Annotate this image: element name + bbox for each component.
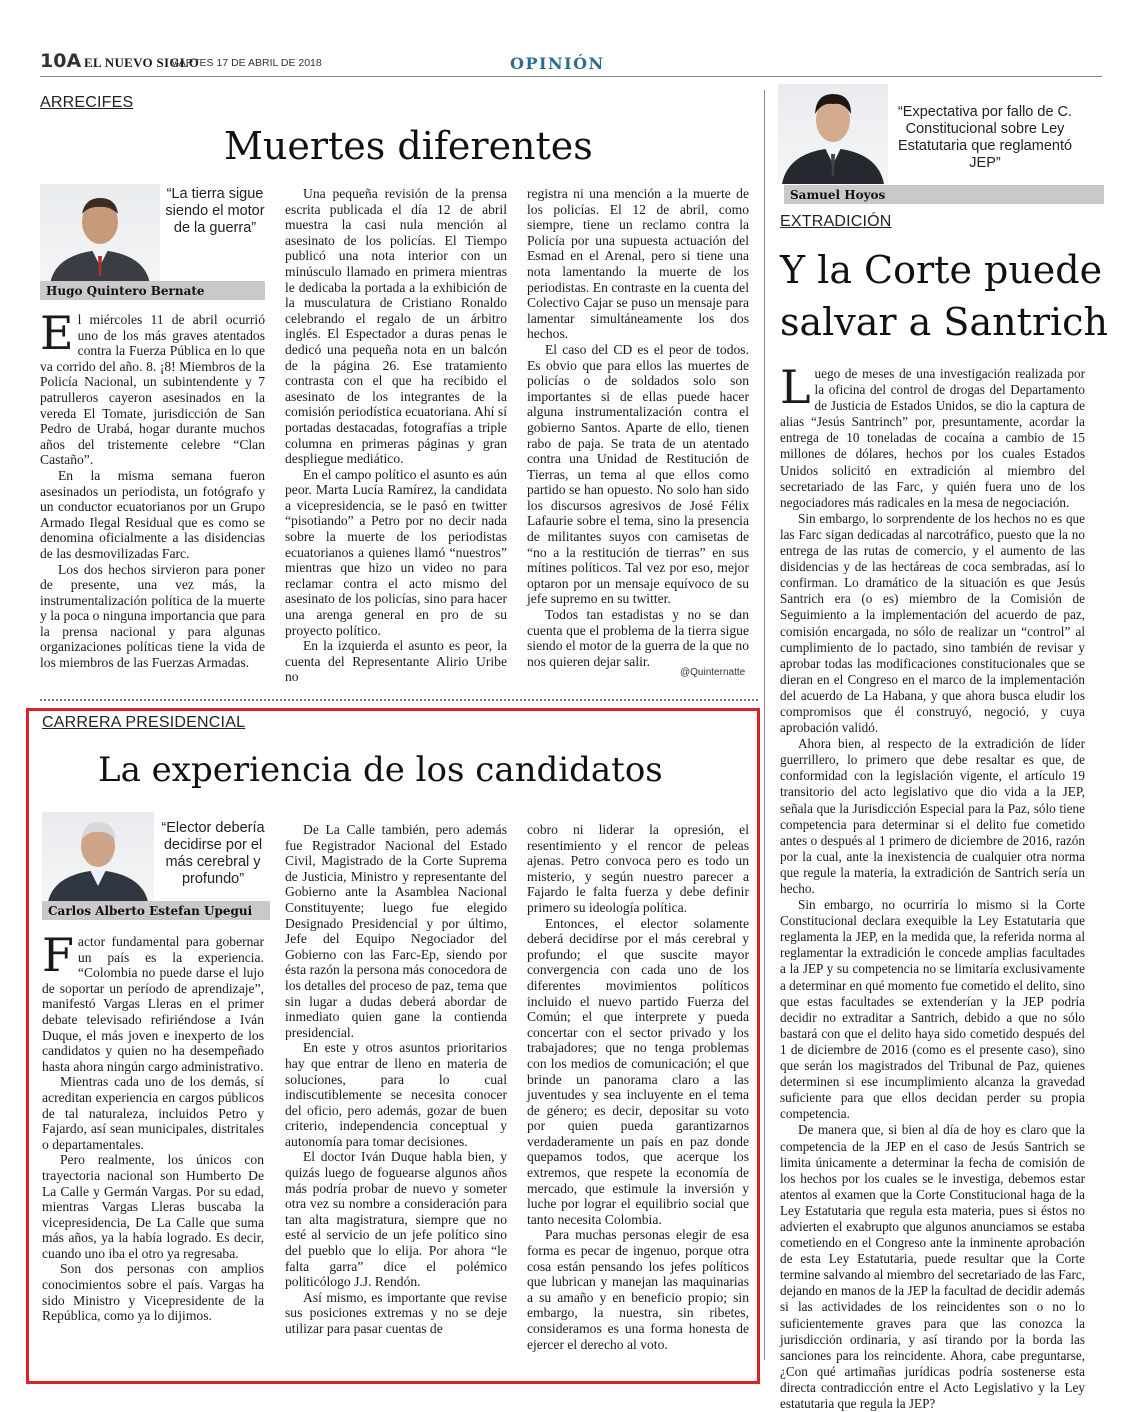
- article2-column-1: [42, 928, 264, 1324]
- article1-kicker: ARRECIFES: [40, 94, 134, 111]
- article2-col3-p1: cobro ni liderar la opresión, el resentimiento y el rencor de peleas ajenas. Petro convoca pero es todo un misterio, y según nuestro parecer a Fajardo le falta fuerza y debe definir primero su ideología política.: [527, 822, 749, 915]
- newspaper-name: EL NUEVO SIGLO: [84, 55, 200, 70]
- article2-headline: La experiencia de los candidatos: [98, 750, 663, 790]
- drop-cap: L: [780, 360, 811, 414]
- article1-col2-p3: En la izquierda el asunto es peor, la cuenta del Representante Alirio Uribe no: [285, 638, 507, 685]
- article2-column-2: [285, 822, 507, 1337]
- article3-p4: Sin embargo, no ocurriría lo mismo si la Corte Constitucional declara exequible la Ley Estatutaria que reglamenta la JEP, en la medida que, la referida norma al reglamentar la extradición le concede amplias facultades a la JEP y su competencia no se limitaría exclusivamente a determinar en qué momento fue cometido el delito, sino que estas facultades se extenderían y la JEP podría decidir no extraditar a Santrich, debido a que no sólo bastará con que el delito haya sido cometido después del 1 de diciembre de 2016 (como es el presente caso), sino que serán los magistrados del Tribunal de Paz, quienes determinen si ese incumplimiento alcanza la gravedad suficiente para que ellos decidan perder su propia competencia.: [780, 897, 1085, 1122]
- issue-date: MARTES 17 DE ABRIL DE 2018: [170, 57, 322, 69]
- article1-col1-p2: En la misma semana fueron asesinados un periodista, un fotógrafo y un conductor ecuatorianos por un Grupo Armado Ilegal Residual que es como se denomina oficialmente a las disidencias de las desmovilizadas Farc.: [40, 467, 265, 561]
- article2-col1-p2: Mientras cada uno de los demás, sí acreditan experiencia en cargos públicos de tal naturaleza, incluidos Petro y Fajardo, así sean municipales, distritales o departamentales.: [42, 1074, 264, 1152]
- article2-col2-p4: Así mismo, es importante que revise sus posiciones extremas y no se deje utilizar para pasar cuentas de: [285, 1289, 507, 1336]
- article2-col3-p3: Para muchas personas elegir de esa forma es pecar de ingenuo, porque otra cosa están pensando los jefes políticos que lubrican y manejan las maquinarias a su amaño y en beneficio propio; sin embargo, la nuestra, sin ribetes, consideramos es una forma honesta de ejercer el derecho al voto.: [527, 1227, 749, 1352]
- article1-col3-p1: registra ni una mención a la muerte de los policías. El 12 de abril, como siempre, tiene un reclamo contra la Policía por una supuesta actuación del Esmad en el Arenal, pero si tiene una nota lamentando la muerte de los periodistas. En contraste en la cuenta del Colectivo Cajar se puso un mensaje para lamentar simultáneamente los dos hechos.: [527, 186, 749, 342]
- article2-col3-p2: Entonces, el elector solamente deberá decidirse por el más cerebral y profundo; el que suscite mayor convergencia con cada uno de los diferentes movimientos políticos incluido el nuevo partido Fuerza del Común; el que interprete y pueda concertar con el sector privado y los trabajadores; que no tenga problemas con los medios de comunicación; el que brinde un panorama claro a las juventudes y sea incluyente en el tema de género; es decir, depositar su voto por quien pueda garantizarnos verdaderamente un país en paz donde quepamos todos, que acerque los extremos, que respete la economía de mercado, que estimule la inversión y luche por lograr el equilibrio social que tanto necesita Colombia.: [527, 915, 749, 1227]
- section-title: OPINIÓN: [510, 54, 605, 73]
- article3-p2: Sin embargo, lo sorprendente de los hechos no es que las Farc sigan dedicadas al narcotráfico, puesto que la no entrega de las rutas de comercio, y el aumento de las disidencias y de las hectáreas de coca sembradas, así lo confirman. Lo dramático de la situación es que Jesús Santrich era (o es) miembro de la Comisión de Seguimiento a la implementación del acuerdo de paz, comisión encargada, no sólo de realizar un “control” al cumplimiento de lo pactado, sino también de revisar y aprobar todas las modificaciones constitucionales que se dieran en el Congreso en el marco de la implementación del acuerdo de La Habana, y que ahora busca eludir los compromisos que él construyó, negoció, y cuya aprobación validó.: [780, 510, 1085, 736]
- article2-pull-quote: “Elector debería decidirse por el más cerebral y profundo”: [161, 820, 265, 887]
- header-rule: [40, 76, 1102, 77]
- article3-pull-quote: “Expectativa por fallo de C. Constitucional sobre Ley Estatutaria que reglamentó JEP”: [897, 104, 1073, 171]
- article2-col2-p3: El doctor Iván Duque habla bien, y quizás luego de foguearse algunos años más podría probar de nuevo y someter otra vez su nombre a consideración para tan alta magistratura, siempre que no esté al servicio de un jefe político sino del pueblo que lo elija. Por ahora “le falta garra” dice el polémico politicólogo J.J. Rendón.: [285, 1149, 507, 1290]
- drop-cap: F: [42, 928, 74, 982]
- article1-col2-p1: Una pequeña revisión de la prensa escrita publicada el día 12 de abril muestra la casi nula mención al asesinato de los policías. El Tiempo publicó una nota interior con un minúsculo llamado en primera mientras le dedicaba la portada a la exhibición de la musculatura de Cristiano Ronaldo celebrando el regalo de un árbitro inglés. El Espectador a duras penas le dedicó una pequeña nota en un balcón de la página 26. Ese tratamiento contrasta con el que ha recibido el asesinato de los integrantes de la comisión periodística ecuatoriana. Ahí sí portadas destacadas, fotografías a triple columna en primeras páginas y gran despliegue mediático.: [285, 186, 507, 467]
- page-number: 10A: [40, 50, 82, 72]
- article1-pull-quote: “La tierra sigue siendo el motor de la guerra”: [165, 186, 265, 236]
- article1-headline: Muertes diferentes: [224, 124, 593, 168]
- article2-col1-p4: Son dos personas con amplios conocimientos sobre el país. Vargas ha sido Ministro y Vicepresidente de la República, como ya lo dijimos.: [42, 1261, 264, 1324]
- article1-col3-p3: Todos tan estadistas y no se dan cuenta que el problema de la tierra sigue siendo el motor de la guerra de la que no nos quieren dejar salir.: [527, 607, 749, 669]
- article2-kicker: CARRERA PRESIDENCIAL: [42, 714, 246, 731]
- column-divider: [764, 90, 765, 1360]
- article3-byline: Samuel Hoyos: [784, 185, 1104, 204]
- author-photo-estefan: [42, 812, 154, 902]
- article1-signoff: @Quinternatte: [680, 667, 746, 678]
- article2-col2-p1: De La Calle también, pero además fue Registrador Nacional del Estado Civil, Magistrado de la Corte Suprema de Justicia, Ministro y representante del Gobierno ante la Asamblea Nacional Constituyente; luego fue elegido Designado Presidencial y por último, Jefe del Equipo Negociador del Gobierno con las Farc-Ep, siendo por ésta razón la persona más conocedora de los detalles del proceso de paz, tema que sin lugar a dudas deberá abordar de inmediato quien gane la contienda presidencial.: [285, 822, 507, 1040]
- article1-col3-p2: El caso del CD es el peor de todos. Es obvio que para ellos las muertes de policías o de soldados solo son importantes si de ellas puede hacer alguna instrumentalización contra el gobierno Santos. Aparte de ello, tienen rabo de paja. Se trata de un atentado contra una Unidad de Restitución de Tierras, un tema al que ellos como partido se han opuesto. No solo han sido los discursos agresivos de José Félix Lafaurie sobre el tema, sino la presencia de militantes suyos con camisetas de “no a la restitución de tierras” en sus mítines políticos. Tal vez por eso, mejor optaron por un mensaje equívoco de su jefe supremo en su twitter.: [527, 341, 749, 607]
- article2-col1-p3: Pero realmente, los únicos con trayectoria nacional son Humberto De La Calle y Germán Vargas. Por su edad, mientras Vargas Lleras buscaba la vicepresidencia, De La Calle que suma más años, ya la había logrado. Es decir, cuando uno iba el otro ya regresaba.: [42, 1152, 264, 1261]
- article1-column-1: [40, 306, 265, 671]
- article3-kicker: EXTRADICIÓN: [780, 213, 892, 230]
- article1-byline: Hugo Quintero Bernate: [40, 281, 265, 300]
- article2-col2-p2: En este y otros asuntos prioritarios hay que entrar de lleno en materia de soluciones, para lo cual indiscutiblemente se necesita conocer del oficio, pero además, gozar de buen criterio, independencia conceptual y autonomía para tomar decisiones.: [285, 1040, 507, 1149]
- author-photo-hoyos: [778, 84, 888, 184]
- author-photo-quintero: [40, 184, 160, 284]
- article1-col2-p2: En el campo político el asunto es aún peor. Marta Lucía Ramírez, la candidata a vicepresidencia, se le pasó en twitter “pisotiando” a Petro por no decir nada sobre la muerte de los periodistas ecuatorianos a quienes llamó “nuestros” mientras que hizo un video no para reclamar contra el acto mismo del asesinato de los policías, sino para hacer una arenga general en pro de su proyecto político.: [285, 466, 507, 638]
- article3-p3: Ahora bien, al respecto de la extradición de líder guerrillero, lo primero que debe resaltar es que, de conformidad con la legislación vigente, el artículo 19 transitorio del acto legislativo que dio vida a la JEP, señala que la Jurisdicción Especial para la Paz, sólo tiene competencia para determinar si el delito fue cometido antes o después al 1 primero de diciembre de 2016, razón por la cual, ante la inexistencia de cualquier otra norma que regule la materia, la extradición de Santrich sería un hecho.: [780, 736, 1085, 896]
- article3-headline-line2: salvar a Santrich: [780, 300, 1108, 344]
- article2-col1-p1: Factor fundamental para gobernar un país es la experiencia. “Colombia no puede darse el lujo de soportar un período de aprendizaje”, manifestó Vargas Lleras en el primer debate televisado refiriéndose a Iván Duque, el más joven e inexperto de los candidatos y quien no ha desempeñado hasta ahora ningún cargo administrativo.: [42, 928, 264, 1074]
- article3-p5: De manera que, si bien al día de hoy es claro que la competencia de la JEP en el caso de Jesús Santrich se limita únicamente a determinar la fecha de comisión de los hechos por los cuales se le investiga, debemos estar atentos al examen que la Corte Constitucional haga de la Ley Estatutaria que regula esta materia, pues si éstos no advierten el exabrupto que algunos anunciamos se estaba cometiendo en el Congreso ante la inminente aprobación de esta Ley Estatutaria, puede resultar que la Corte termine salvando al miembro del secretariado de las Farc, dejando en manos de la JEP la facultad de decidir además si las actividades de los reincidentes son o no lo suficientemente graves para que las conozca la jurisdicción ordinaria, y así tirando por la borda las sanciones para los reincidente. Ahora, cabe preguntarse, ¿Con qué artimañas jurídicas podría sostenerse esta directa contradicción entre el Acto Legislativo y la Ley estatutaria que regula la JEP?: [780, 1122, 1085, 1411]
- section-divider: [40, 699, 758, 701]
- article1-column-2: [285, 186, 507, 685]
- article1-col1-p1: El miércoles 11 de abril ocurrió uno de los más graves atentados contra la Fuerza Pública en lo que va corrido del año. 8. ¡8! Miembros de la Policía Nacional, un subintendente y 7 patrulleros cayeron asesinados en la vereda El Tomate, jurisdicción de San Pedro de Urabá, hogar durante muchos años del tristemente celebre “Clan Castaño”.: [40, 306, 265, 468]
- drop-cap: E: [40, 306, 74, 360]
- article1-column-3: [527, 186, 749, 669]
- article2-byline: Carlos Alberto Estefan Upegui: [42, 901, 270, 920]
- article1-col1-p3: Los dos hechos sirvieron para poner de presente, una vez más, la instrumentalización política de la muerte y la poca o ninguna importancia que para la prensa nacional y para algunas organizaciones políticas tiene la vida de los miembros de las Fuerzas Armadas.: [40, 561, 265, 671]
- article3-headline-line1: Y la Corte puede: [780, 248, 1103, 292]
- article3-p1: Luego de meses de una investigación realizada por la oficina del control de drogas del Departamento de Justicia de Estados Unidos, se dio la captura de alias “Jesús Santrinch” por, presuntamente, acordar la entrega de 10 toneladas de cocaína a cambio de 15 millones de dólares, hechos por los cuales Estados Unidos solicitó en extradición al miembro del secretariado de las Farc, y quién fuera uno de los negociadores más radicales en la mesa de negociación.: [780, 360, 1085, 510]
- article2-column-3: [527, 822, 749, 1352]
- article3-body: [780, 360, 1085, 1412]
